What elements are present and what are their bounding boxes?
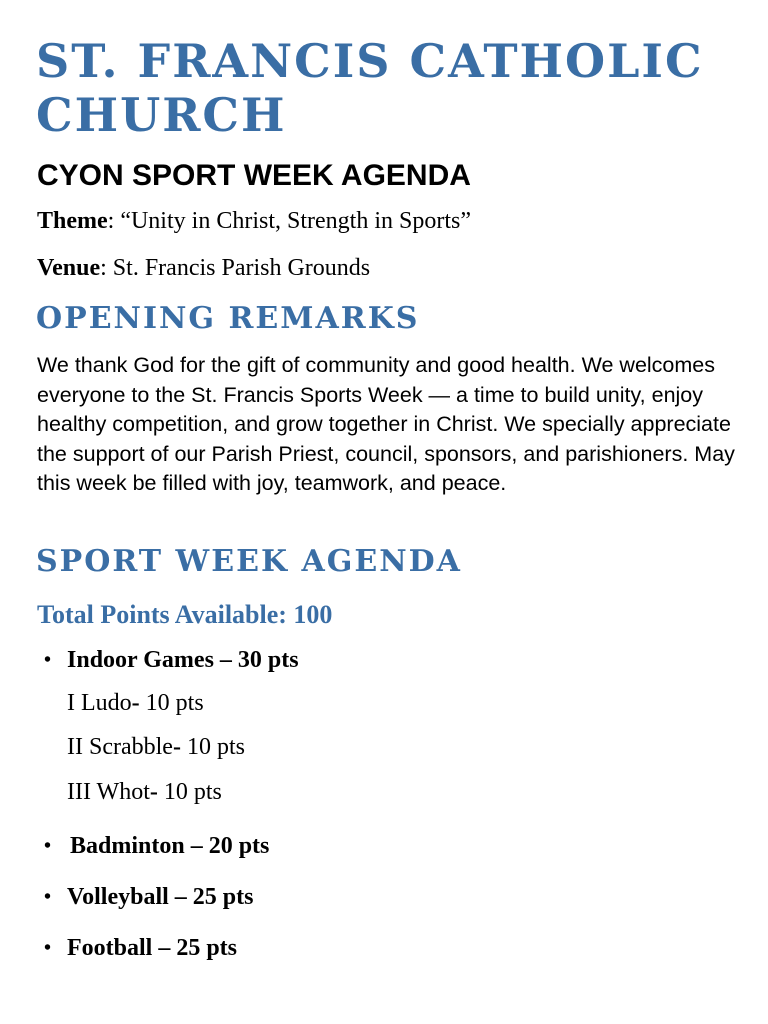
indoor-item-name: I Ludo: [67, 690, 132, 716]
venue-value: : St. Francis Parish Grounds: [100, 255, 371, 281]
indoor-item-name: III Whot: [67, 779, 150, 805]
theme-value: : “Unity in Christ, Strength in Sports”: [107, 208, 471, 234]
event-item-volleyball: [44, 884, 253, 911]
venue-line: [37, 255, 370, 282]
agenda-title: CYON SPORT WEEK AGENDA: [37, 159, 471, 192]
theme-line: [37, 208, 471, 235]
indoor-item-whot: [67, 779, 222, 806]
bullet-icon: •: [44, 835, 52, 857]
bullet-icon: •: [44, 886, 52, 908]
opening-remarks-heading: OPENING REMARKS: [36, 301, 420, 336]
indoor-item-name: II Scrabble: [67, 734, 173, 760]
event-label: Indoor Games – 30 pts: [67, 647, 299, 673]
indoor-item-dash: -: [149, 779, 158, 805]
indoor-item-points: 10 pts: [157, 779, 222, 805]
opening-remarks-text: We thank God for the gift of community and good health. We welcomes everyone to the St. Francis Sports Week — a time to build unity, enjoy healthy competition, and grow together in Christ. We specially appreciate the support of our Parish Priest, council, sponsors, and parishioners. May this week be filled with joy, teamwork, and peace.: [37, 353, 735, 495]
indoor-item-dash: -: [131, 690, 140, 716]
indoor-item-scrabble: [67, 734, 245, 761]
sport-week-heading: SPORT WEEK AGENDA: [36, 544, 462, 579]
total-points: Total Points Available: 100: [37, 600, 333, 629]
event-label: Volleyball – 25 pts: [67, 884, 254, 910]
indoor-item-points: 10 pts: [139, 690, 204, 716]
church-title: ST. FRANCIS CATHOLIC CHURCH: [36, 34, 704, 142]
bullet-icon: •: [44, 937, 52, 959]
venue-label: Venue: [37, 255, 101, 281]
theme-label: Theme: [37, 208, 108, 234]
indoor-item-ludo: [67, 690, 204, 717]
bullet-icon: •: [44, 649, 52, 671]
event-label: Football – 25 pts: [67, 935, 238, 961]
event-item-badminton: [44, 833, 269, 860]
event-item-indoor-games: [44, 647, 299, 674]
event-item-football: [44, 935, 237, 962]
event-label: Badminton – 20 pts: [70, 833, 270, 859]
indoor-item-points: 10 pts: [180, 734, 245, 760]
indoor-item-dash: -: [172, 734, 181, 760]
